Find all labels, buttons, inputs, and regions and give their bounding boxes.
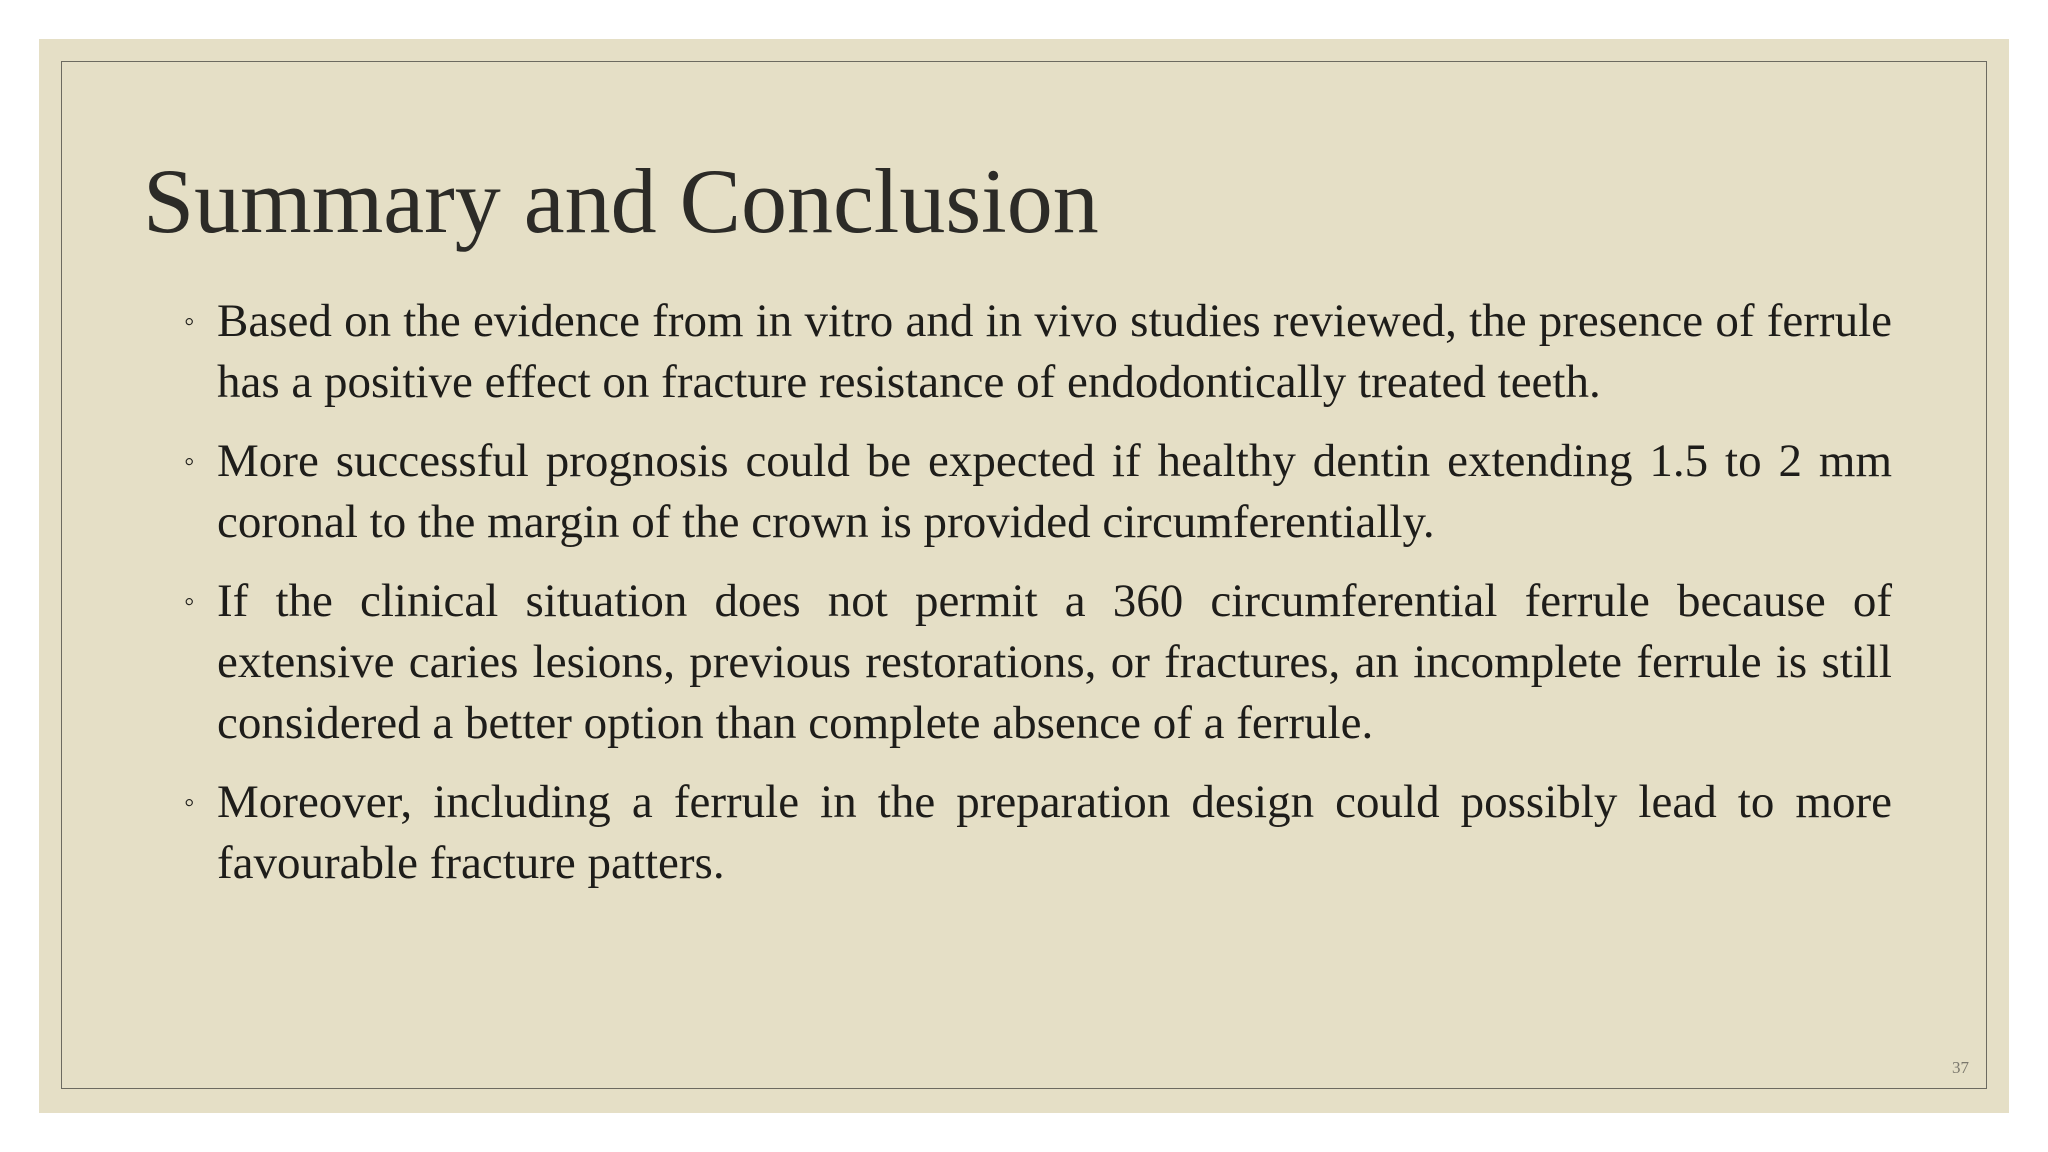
- bullet-text: More successful prognosis could be expected if healthy dentin extending 1.5 to 2 mm coronal to the margin of the crown is provided circumferentially.: [217, 435, 1892, 548]
- bullet-circle-icon: ◦: [184, 786, 195, 819]
- bullet-circle-icon: ◦: [184, 585, 195, 618]
- bullet-text: If the clinical situation does not permit a 360 circumferential ferrule because of extensive caries lesions, previous restorations, or fractures, an incomplete ferrule is still considered a better option than complete absence of a ferrule.: [217, 575, 1892, 749]
- slide: [39, 39, 2009, 1113]
- bullet-item: [184, 291, 1892, 413]
- bullet-list: [184, 291, 1892, 912]
- bullet-item: [184, 571, 1892, 754]
- bullet-text: Moreover, including a ferrule in the preparation design could possibly lead to more favourable fracture patters.: [217, 776, 1892, 889]
- bullet-text: Based on the evidence from in vitro and in vivo studies reviewed, the presence of ferrule has a positive effect on fracture resistance of endodontically treated teeth.: [217, 295, 1892, 408]
- bullet-circle-icon: ◦: [184, 305, 195, 338]
- bullet-item: [184, 772, 1892, 894]
- slide-title: Summary and Conclusion: [143, 150, 1099, 252]
- bullet-item: [184, 431, 1892, 553]
- page-number: 37: [1952, 1058, 1969, 1077]
- bullet-circle-icon: ◦: [184, 445, 195, 478]
